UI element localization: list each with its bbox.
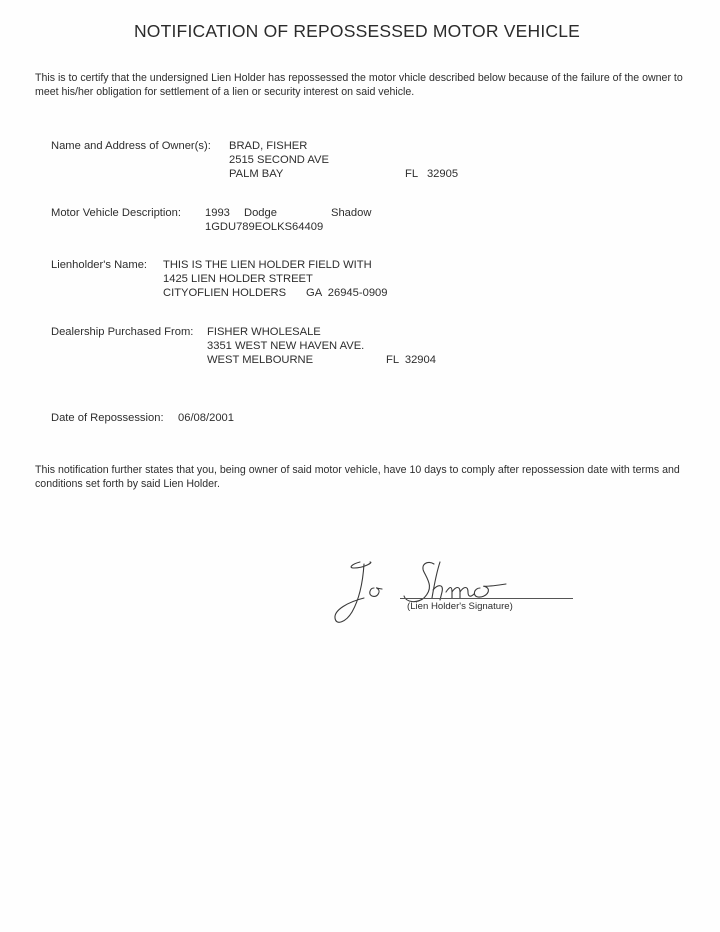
repossession-date-label: Date of Repossession: <box>51 412 164 424</box>
dealership-label: Dealership Purchased From: <box>51 326 194 338</box>
owner-label: Name and Address of Owner(s): <box>51 140 211 152</box>
lienholder-state-zip: GA 26945-0909 <box>306 287 388 299</box>
vehicle-label: Motor Vehicle Description: <box>51 207 181 219</box>
owner-name: BRAD, FISHER <box>229 140 308 152</box>
owner-city: PALM BAY <box>229 168 284 180</box>
owner-state-zip: FL 32905 <box>405 168 459 180</box>
dealership-street: 3351 WEST NEW HAVEN AVE. <box>207 340 365 352</box>
dealership-state-zip: FL 32904 <box>386 354 436 366</box>
page-title: NOTIFICATION OF REPOSSESSED MOTOR VEHICLE <box>133 21 581 41</box>
vehicle-make: Dodge <box>244 207 277 219</box>
handwritten-signature <box>330 558 530 630</box>
closing-paragraph: This notification further states that you, being owner of said motor vehicle, have 10 days to comply after repossession date with terms and conditions set forth by said Lien Holder. <box>35 464 680 490</box>
lienholder-street: 1425 LIEN HOLDER STREET <box>163 273 313 285</box>
vehicle-year: 1993 <box>205 207 230 219</box>
dealership-city: WEST MELBOURNE <box>207 354 314 366</box>
owner-street: 2515 SECOND AVE <box>229 154 329 166</box>
dealership-name: FISHER WHOLESALE <box>207 326 321 338</box>
intro-paragraph: This is to certify that the undersigned Lien Holder has repossessed the motor vhicle described below because of the failure of the owner to meet his/her obligation for settlement of a lien or security interest on said vehicle. <box>35 72 683 98</box>
lienholder-label: Lienholder's Name: <box>51 259 148 271</box>
repossession-date: 06/08/2001 <box>178 412 234 424</box>
vehicle-vin: 1GDU789EOLKS64409 <box>205 221 324 233</box>
signature-line <box>400 598 573 599</box>
signature-caption: (Lien Holder's Signature) <box>407 601 513 612</box>
lienholder-name: THIS IS THE LIEN HOLDER FIELD WITH <box>163 259 372 271</box>
vehicle-model: Shadow <box>331 207 372 219</box>
lienholder-city: CITYOFLIEN HOLDERS <box>163 287 287 299</box>
